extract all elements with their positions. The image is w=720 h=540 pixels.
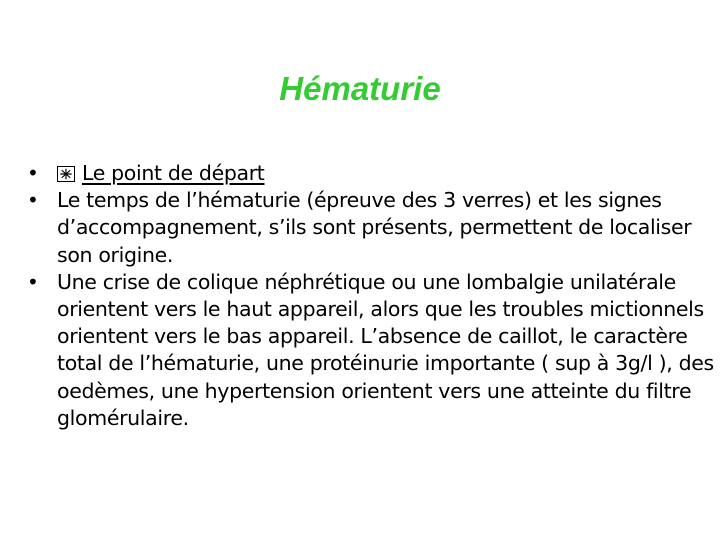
- bullet-list: [24, 160, 714, 432]
- bullet-text-1: Le point de départ: [82, 161, 265, 185]
- bullet-text-2: Le temps de l’hématurie (épreuve des 3 verres) et les signes d’accompagnement, s’ils sont présents, permettent de localiser son origine.: [57, 188, 692, 267]
- slide-title-container: [0, 70, 720, 108]
- slide-title: Hématurie: [279, 70, 441, 107]
- bullet-marker: •: [27, 188, 39, 213]
- bullet-item-3: [24, 269, 714, 432]
- boxed-asterisk-icon: [57, 166, 75, 182]
- bullet-text-3: Une crise de colique néphrétique ou une lombalgie unilatérale orientent vers le haut appareil, alors que les troubles mictionnels orientent vers le bas appareil. L’absence de caillot, le caractère total de l’hématurie, une protéinurie importante ( sup à 3g/l ), des oedèmes, une hypertension orientent vers une atteinte du filtre glomérulaire.: [57, 269, 714, 430]
- bullet-item-1: [24, 160, 714, 187]
- bullet-item-2: [24, 187, 714, 269]
- bullet-marker: •: [27, 161, 39, 185]
- bullet-marker: •: [27, 269, 39, 294]
